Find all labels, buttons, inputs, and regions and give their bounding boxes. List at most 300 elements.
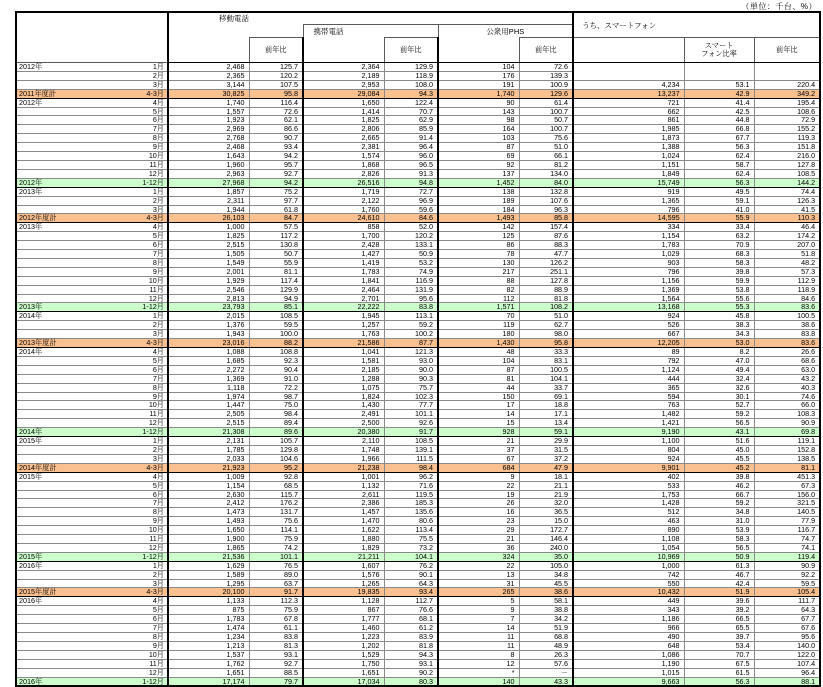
phs-total: 9 [438,472,519,481]
mobile-total: 21,308 [168,428,249,437]
row-period-label: 2月 [152,569,164,579]
mobile-total: 1,474 [168,624,249,633]
cellular-yoy: 108.5 [384,437,438,446]
mobile-total: 1,493 [168,517,249,526]
cellular-yoy: 87.7 [384,339,438,348]
smartphone-ratio-subheader [684,38,754,63]
smartphone-yoy: 72.9 [754,116,820,125]
smartphone-ratio [684,71,754,80]
phs-yoy: 134.0 [519,169,573,178]
smartphone-yoy: 140.0 [754,641,820,650]
cellular-total: 2,381 [303,143,384,152]
smartphone-yoy: 68.6 [754,356,820,365]
cellular-yoy: 64.3 [384,579,438,588]
phs-total: 15 [438,419,519,428]
smartphone-ratio: 65.5 [684,624,754,633]
mobile-yoy: 131.7 [249,508,303,517]
row-period-label: 2月 [152,195,164,205]
phs-total: 928 [438,428,519,437]
mobile-yoy: 112.3 [249,597,303,606]
row-period-label: 3月 [152,453,164,463]
mobile-total: 2,272 [168,365,249,374]
cellular-total: 1,829 [303,543,384,552]
row-period-label: 9月 [152,516,164,526]
cellular-yoy: 90.1 [384,570,438,579]
smartphone-yoy: 126.3 [754,196,820,205]
mobile-yoy: 81.1 [249,267,303,276]
phs-group-label: 公衆用PHS [486,26,525,36]
mobile-total: 2,412 [168,499,249,508]
row-label [16,535,168,544]
smartphone-yoy: 88.1 [754,677,820,686]
row-period-label: 7月 [152,498,164,508]
row-label [16,677,168,686]
mobile-yoy: 62.1 [249,116,303,125]
cellular-total: 1,132 [303,481,384,490]
mobile-total: 1,009 [168,472,249,481]
mobile-total: 1,295 [168,579,249,588]
smartphone-total: 365 [573,383,684,392]
cellular-yoy: 93.1 [384,659,438,668]
row-label [16,187,168,196]
cellular-total: 1,265 [303,579,384,588]
smartphone-total: 594 [573,392,684,401]
row-period-label: 10月 [148,525,164,535]
smartphone-ratio: 32.4 [684,374,754,383]
phs-total: 82 [438,285,519,294]
mobile-yoy: 98.4 [249,410,303,419]
row-period-label: 4-3月 [146,338,164,348]
mobile-total: 1,740 [168,98,249,107]
phs-yoy: 66.1 [519,152,573,161]
table-row-month [16,187,820,196]
phs-total: 176 [438,71,519,80]
mobile-total: 2,468 [168,63,249,72]
mobile-yoy: 97.7 [249,196,303,205]
smartphone-ratio: 33.4 [684,223,754,232]
smartphone-ratio: 56.5 [684,419,754,428]
smartphone-total: 10,969 [573,552,684,561]
smartphone-ratio: 38.3 [684,321,754,330]
phs-yoy: 36.5 [519,508,573,517]
cellular-yoy: 129.9 [384,63,438,72]
phs-yoy: 43.3 [519,677,573,686]
table-row-month [16,365,820,374]
smartphone-total: 804 [573,445,684,454]
mobile-total: 2,813 [168,294,249,303]
mobile-group-spacer [168,25,303,38]
row-period-label: 11月 [149,159,164,169]
cellular-total: 1,783 [303,267,384,276]
cellular-yoy: 75.5 [384,535,438,544]
smartphone-total: 14,595 [573,214,684,223]
phs-total: 191 [438,80,519,89]
row-period-label: 12月 [148,293,164,303]
cellular-yoy: 96.5 [384,160,438,169]
row-label [16,633,168,642]
mobile-yoy: 115.7 [249,490,303,499]
smartphone-total: 4,234 [573,80,684,89]
phs-yoy: 75.6 [519,134,573,143]
phs-total: 5 [438,597,519,606]
smartphone-yoy: 111.7 [754,597,820,606]
table-row-month [16,356,820,365]
smartphone-yoy: 41.5 [754,205,820,214]
mobile-total: 1,651 [168,668,249,677]
mobile-yoy: 95.8 [249,89,303,98]
phs-yoy: 34.2 [519,615,573,624]
smartphone-total: 512 [573,508,684,517]
cellular-total: 1,202 [303,641,384,650]
smartphone-ratio: 55.3 [684,303,754,312]
cellular-total: 29,084 [303,89,384,98]
phs-total: 1,430 [438,339,519,348]
phs-total: 29 [438,526,519,535]
table-row-month [16,543,820,552]
cellular-yoy: 135.6 [384,508,438,517]
smartphone-total: 1,190 [573,659,684,668]
row-label [16,374,168,383]
row-period-label: 1月 [152,560,164,570]
phs-total: 684 [438,463,519,472]
phs-total: 184 [438,205,519,214]
cellular-total: 24,610 [303,214,384,223]
phs-yoy: 132.8 [519,187,573,196]
phs-yoy: 31.5 [519,445,573,454]
smartphone-total [573,63,684,72]
smartphone-total: 1,388 [573,143,684,152]
cellular-yoy: 91.4 [384,134,438,143]
row-year-label: 2016年 [19,560,43,570]
smartphone-yoy: 90.9 [754,419,820,428]
row-label [16,499,168,508]
phs-total: 86 [438,241,519,250]
mobile-yoy: 67.8 [249,615,303,624]
mobile-total: 1,549 [168,258,249,267]
table-row-month [16,454,820,463]
mobile-total: 2,468 [168,143,249,152]
table-row-month [16,561,820,570]
cellular-total: 2,122 [303,196,384,205]
row-year-label: 2015年 [19,471,43,481]
smartphone-ratio: 58.3 [684,258,754,267]
phs-yoy: 100.5 [519,365,573,374]
cellular-yoy: 90.0 [384,365,438,374]
row-period-label: 1-12月 [142,676,164,686]
smartphone-yoy: 40.3 [754,383,820,392]
cellular-yoy: 84.6 [384,214,438,223]
cellular-total: 1,529 [303,650,384,659]
smartphone-ratio: 55.6 [684,294,754,303]
cellular-yoy: 85.9 [384,125,438,134]
row-period-label: 1月 [152,436,164,446]
smartphone-yoy: 220.4 [754,80,820,89]
cellular-total: 1,288 [303,374,384,383]
mobile-yoy: 85.1 [249,303,303,312]
table-row-month [16,267,820,276]
cellular-total: 1,825 [303,116,384,125]
cellular-yoy: 118.9 [384,71,438,80]
cellular-yoy: 93.0 [384,356,438,365]
row-period-label: 2月 [152,444,164,454]
cellular-yoy: 119.5 [384,490,438,499]
cellular-yoy: 83.8 [384,303,438,312]
phs-yoy: 38.8 [519,606,573,615]
row-period-label: 8月 [152,507,164,517]
smartphone-yoy: 144.2 [754,178,820,187]
phs-total: 104 [438,63,519,72]
table-row-month [16,668,820,677]
cellular-yoy: 121.3 [384,348,438,357]
mobile-total: 2,131 [168,437,249,446]
smartphone-ratio: 66.8 [684,125,754,134]
smartphone-total: 1,783 [573,241,684,250]
mobile-yoy: 125.7 [249,63,303,72]
row-label [16,481,168,490]
phs-total: 12 [438,659,519,668]
mobile-yoy: 86.6 [249,125,303,134]
mobile-yoy: 94.2 [249,178,303,187]
smartphone-ratio: 70.7 [684,650,754,659]
mobile-yoy: 93.1 [249,650,303,659]
mobile-total: 1,865 [168,543,249,552]
cellular-total: 1,223 [303,633,384,642]
mobile-yoy: 75.9 [249,606,303,615]
row-year-label: 2012年度計 [19,213,57,223]
smartphone-ratio: 67.7 [684,134,754,143]
row-year-label: 2012年 [19,177,43,187]
row-year-label: 2011年度計 [19,88,57,98]
cellular-total: 2,953 [303,80,384,89]
table-row-month [16,80,820,89]
cellular-total: 1,457 [303,508,384,517]
smartphone-total: 449 [573,597,684,606]
smartphone-group-label: うち、スマートフォン [582,20,657,30]
phs-yoy: 100.7 [519,125,573,134]
smartphone-total: 662 [573,107,684,116]
mobile-total: 3,144 [168,80,249,89]
mobile-total: 2,033 [168,454,249,463]
smartphone-total: 490 [573,633,684,642]
cellular-yoy: 76.2 [384,561,438,570]
table-header [16,12,820,63]
cellular-yoy: 104.1 [384,552,438,561]
mobile-total: 1,944 [168,205,249,214]
cellular-yoy: 73.2 [384,543,438,552]
smartphone-total: 792 [573,356,684,365]
row-period-label: 4月 [152,222,164,232]
smartphone-ratio: 46.7 [684,570,754,579]
smartphone-ratio: 30.1 [684,392,754,401]
cellular-yoy: 108.0 [384,80,438,89]
row-year-label: 2012年 [19,97,43,107]
phs-total: 11 [438,641,519,650]
phs-total: 44 [438,383,519,392]
mobile-total: 2,768 [168,134,249,143]
phs-yoy: － [519,668,573,677]
phs-total: 17 [438,401,519,410]
mobile-total: 1,643 [168,152,249,161]
row-label [16,650,168,659]
cellular-yoy: 70.7 [384,107,438,116]
mobile-total: 1,118 [168,383,249,392]
smartphone-yoy: 108.5 [754,169,820,178]
mobile-total: 2,546 [168,285,249,294]
phs-total: 1,452 [438,178,519,187]
cellular-total: 2,491 [303,410,384,419]
cellular-yoy: 139.1 [384,445,438,454]
smartphone-ratio: 52.7 [684,401,754,410]
phs-yoy: 172.7 [519,526,573,535]
row-label [16,454,168,463]
phs-yoy: 59.1 [519,428,573,437]
row-label [16,258,168,267]
mobile-total: 2,963 [168,169,249,178]
phs-total: 130 [438,258,519,267]
mobile-yoy: 129.8 [249,445,303,454]
cellular-total: 2,611 [303,490,384,499]
row-label [16,250,168,259]
smartphone-total: 1,024 [573,152,684,161]
row-period-label: 6月 [152,115,164,125]
phs-total: 164 [438,125,519,134]
mobile-yoy: 93.4 [249,143,303,152]
smartphone-ratio: 39.8 [684,267,754,276]
phs-total: 88 [438,276,519,285]
smartphone-total: 1,086 [573,650,684,659]
smartphone-ratio: 45.2 [684,463,754,472]
row-label [16,463,168,472]
mobile-yoy: 50.7 [249,250,303,259]
mobile-yoy: 91.0 [249,374,303,383]
cellular-total: 2,665 [303,134,384,143]
smartphone-ratio: 68.3 [684,250,754,259]
smartphone-yoy: 118.9 [754,285,820,294]
cellular-yoy: 101.1 [384,410,438,419]
mobile-total: 2,015 [168,312,249,321]
smartphone-ratio: 43.1 [684,428,754,437]
mobile-total: 30,825 [168,89,249,98]
phs-total: 11 [438,633,519,642]
mobile-total: 27,968 [168,178,249,187]
phs-total: 1,571 [438,303,519,312]
smartphone-total: 1,421 [573,419,684,428]
cellular-yoy: 61.2 [384,624,438,633]
cellular-total: 1,574 [303,152,384,161]
smartphone-total: 1,100 [573,437,684,446]
row-label [16,232,168,241]
phs-total: 103 [438,134,519,143]
mobile-total: 20,100 [168,588,249,597]
row-period-label: 5月 [152,106,164,116]
row-label [16,89,168,98]
mobile-yoy: 98.7 [249,392,303,401]
phs-yoy: 104.1 [519,374,573,383]
row-period-label: 1-12月 [142,177,164,187]
row-year-label: 2013年度計 [19,338,57,348]
smartphone-ratio: 45.0 [684,445,754,454]
row-period-label: 7月 [152,124,164,134]
row-year-label: 2013年 [19,222,43,232]
phs-yoy: 100.9 [519,80,573,89]
row-label [16,169,168,178]
cellular-total: 2,364 [303,63,384,72]
smartphone-ratio: 44.8 [684,116,754,125]
smartphone-ratio: 39.2 [684,606,754,615]
mobile-total: 2,515 [168,241,249,250]
cellular-total: 1,001 [303,472,384,481]
smartphone-total: 12,205 [573,339,684,348]
phs-total: 98 [438,116,519,125]
cellular-total: 1,700 [303,232,384,241]
mobile-yoy: 75.2 [249,187,303,196]
phs-total: 13 [438,570,519,579]
mobile-yoy: 55.9 [249,258,303,267]
cellular-yoy: 68.1 [384,615,438,624]
mobile-total: 2,001 [168,267,249,276]
row-label [16,107,168,116]
row-label [16,401,168,410]
mobile-yoy: 94.2 [249,152,303,161]
mobile-total: 2,630 [168,490,249,499]
cellular-yoy: 94.3 [384,89,438,98]
phs-total: 180 [438,330,519,339]
smartphone-total: 1,108 [573,535,684,544]
cellular-total: 22,222 [303,303,384,312]
cellular-total: 1,427 [303,250,384,259]
mobile-yoy: 105.7 [249,437,303,446]
row-period-label: 12月 [148,667,164,677]
smartphone-total: 343 [573,606,684,615]
cellular-total: 1,430 [303,401,384,410]
phs-total: 1,493 [438,214,519,223]
phs-total: 1,740 [438,89,519,98]
cellular-yoy: 96.2 [384,472,438,481]
cellular-total: 1,460 [303,624,384,633]
table-row-month [16,276,820,285]
smartphone-total: 9,901 [573,463,684,472]
mobile-total: 1,000 [168,223,249,232]
cellular-total: 1,824 [303,392,384,401]
smartphone-total: 924 [573,312,684,321]
cellular-yoy: 77.7 [384,401,438,410]
smartphone-ratio: 39.8 [684,472,754,481]
phs-yoy: 69.1 [519,392,573,401]
cellular-total: 1,651 [303,668,384,677]
smartphone-ratio: 39.7 [684,633,754,642]
phs-yoy: 18.1 [519,472,573,481]
row-label [16,348,168,357]
smartphone-ratio: 59.1 [684,196,754,205]
row-period-label: 3月 [152,204,164,214]
smartphone-total: 796 [573,267,684,276]
cellular-yoy: 102.3 [384,392,438,401]
phs-yoy: 18.8 [519,401,573,410]
mobile-yoy: 59.5 [249,321,303,330]
cellular-yoy: 90.2 [384,668,438,677]
row-period-label: 1-12月 [142,427,164,437]
row-year-label: 2015年 [19,551,43,561]
smartphone-yoy: 63.0 [754,365,820,374]
mobile-total: 875 [168,606,249,615]
row-label [16,508,168,517]
phs-yoy: 33.7 [519,383,573,392]
row-year-label: 2013年 [19,302,43,312]
smartphone-total: 924 [573,454,684,463]
cellular-yoy: 113.1 [384,312,438,321]
phs-total: 19 [438,490,519,499]
row-period-label: 9月 [152,391,164,401]
